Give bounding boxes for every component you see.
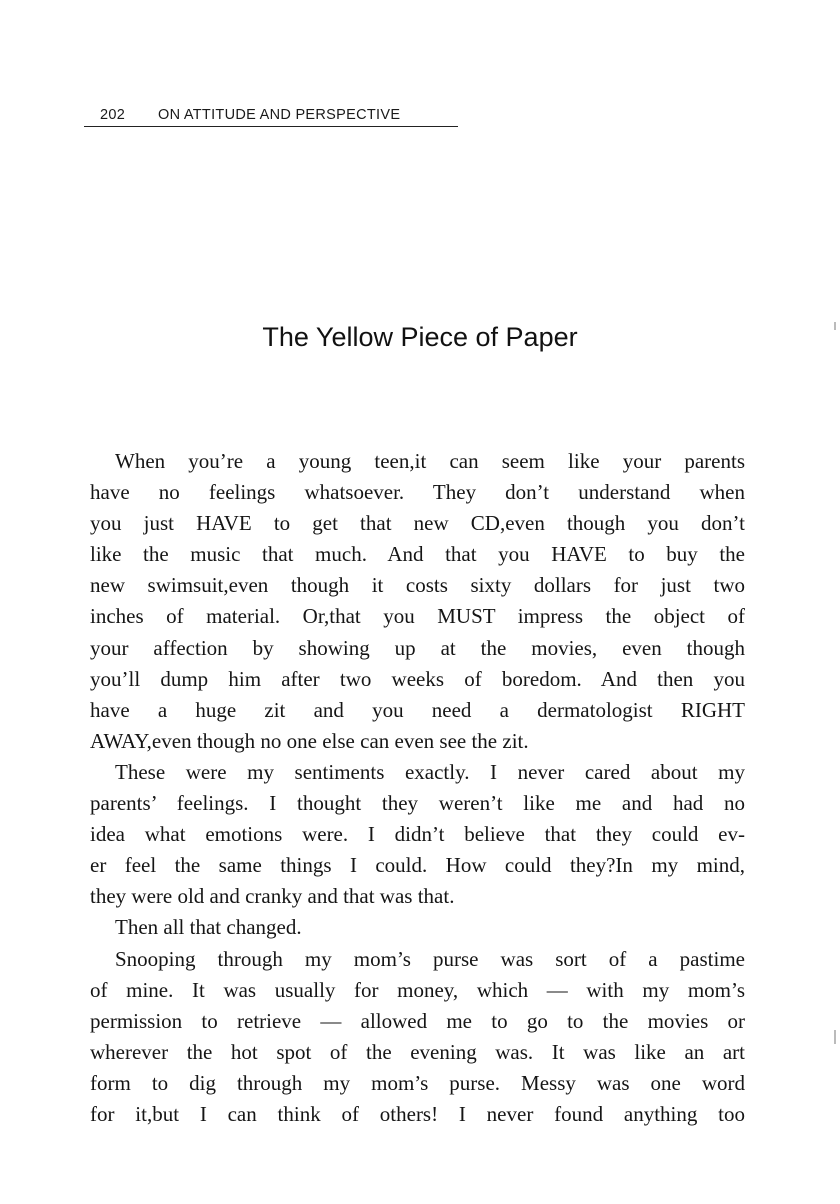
text-line: Then all that changed. — [115, 915, 302, 940]
paragraph — [90, 446, 745, 757]
text-line: Snooping through my mom’s purse was sort of a pastime — [115, 946, 745, 971]
paragraph — [90, 757, 745, 912]
text-line: form to dig through my mom’s purse. Messy was one word — [90, 1070, 745, 1095]
text-line: have no feelings whatsoever. They don’t understand when — [90, 480, 745, 505]
text-line: your affection by showing up at the movies, even though — [90, 635, 745, 660]
page-number: 202 — [100, 107, 126, 123]
body-text — [90, 446, 745, 1130]
text-line: you’ll dump him after two weeks of boredom. And then you — [90, 666, 745, 691]
chapter-title: The Yellow Piece of Paper — [262, 322, 578, 352]
text-line: permission to retrieve — allowed me to go to the movies or — [90, 1008, 745, 1033]
paragraph — [90, 944, 745, 1131]
text-line: you just HAVE to get that new CD,even though you don’t — [90, 511, 745, 536]
text-line: of mine. It was usually for money, which — with my mom’s — [90, 977, 745, 1002]
scan-edge-mark — [834, 1030, 836, 1044]
text-line: have a huge zit and you need a dermatologist RIGHT — [90, 697, 745, 722]
text-line: like the music that much. And that you HAVE to buy the — [90, 542, 745, 567]
text-line: wherever the hot spot of the evening was. It was like an art — [90, 1039, 745, 1064]
section-title: ON ATTITUDE AND PERSPECTIVE — [158, 107, 401, 123]
text-line: er feel the same things I could. How could they?In my mind, — [90, 853, 745, 878]
text-line: These were my sentiments exactly. I never cared about my — [115, 759, 745, 784]
running-header — [84, 104, 458, 127]
text-line: they were old and cranky and that was that. — [90, 884, 455, 909]
text-line: AWAY,even though no one else can even see the zit. — [90, 728, 529, 753]
paragraph — [90, 912, 745, 943]
text-line: inches of material. Or,that you MUST impress the object of — [90, 604, 745, 629]
text-line: new swimsuit,even though it costs sixty dollars for just two — [90, 573, 745, 598]
scan-edge-mark — [834, 322, 836, 330]
text-line: When you’re a young teen,it can seem like your parents — [115, 449, 745, 473]
text-line: for it,but I can think of others! I never found anything too — [90, 1101, 745, 1126]
text-line: idea what emotions were. I didn’t believe that they could ev- — [90, 822, 745, 847]
text-line: parents’ feelings. I thought they weren’t like me and had no — [90, 791, 745, 816]
